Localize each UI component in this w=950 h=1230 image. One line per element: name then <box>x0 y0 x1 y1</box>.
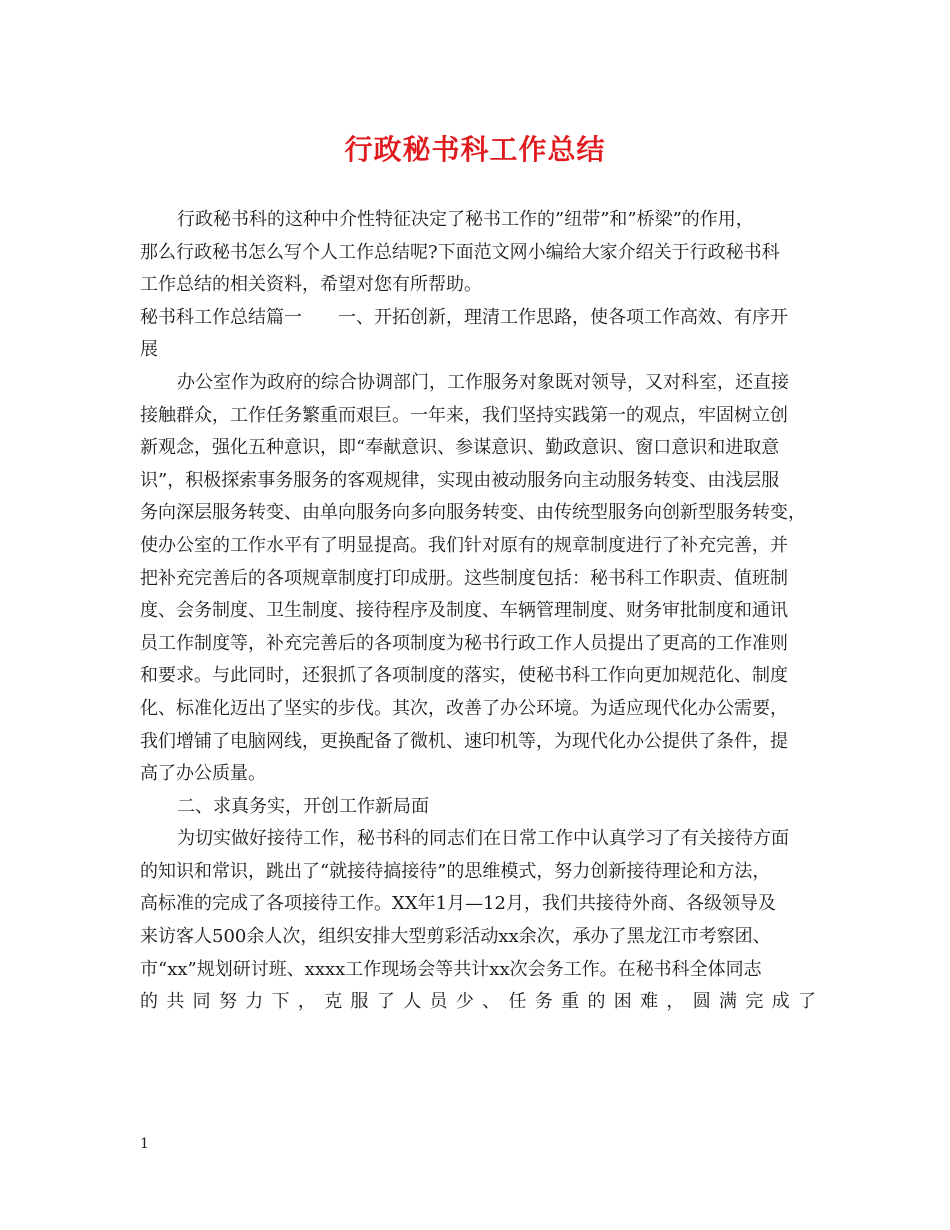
paragraph-line: 办公室作为政府的综合协调部门，工作服务对象既对领导，又对科室，还直接 <box>177 371 789 393</box>
paragraph-line: 使办公室的工作水平有了明显提高。我们针对原有的规章制度进行了补充完善，并 <box>140 534 788 556</box>
paragraph-line: 工作总结的相关资料，希望对您有所帮助。 <box>140 274 482 296</box>
paragraph-line: 市“xx”规划研讨班、xxxx工作现场会等共计xx次会务工作。在秘书科全体同志 <box>140 958 762 980</box>
page-number: 1 <box>140 1136 149 1152</box>
paragraph-line: 高了办公质量。 <box>140 763 266 785</box>
section-heading-line: 展 <box>140 339 158 361</box>
paragraph-line: 我们增铺了电脑网线，更换配备了微机、速印机等，为现代化办公提供了条件，提 <box>140 730 788 752</box>
paragraph-line: 化、标准化迈出了坚实的步伐。其次，改善了办公环境。为适应现代化办公需要， <box>140 697 788 719</box>
paragraph-line: 为切实做好接待工作，秘书科的同志们在日常工作中认真学习了有关接待方面 <box>177 828 789 850</box>
paragraph-line: 新观念，强化五种意识，即“奉献意识、参谋意识、勤政意识、窗口意识和进取意 <box>140 437 780 459</box>
paragraph-line: 务向深层服务转变、由单向服务向多向服务转变、由传统型服务向创新型服务转变， <box>140 502 806 524</box>
paragraph-line: 员工作制度等，补充完善后的各项制度为秘书行政工作人员提出了更高的工作准则 <box>140 632 788 654</box>
paragraph-line: 高标准的完成了各项接待工作。XX年1月—12月，我们共接待外商、各级领导及 <box>140 893 776 915</box>
paragraph-line: 识”，积极探索事务服务的客观规律，实现由被动服务向主动服务转变、由浅层服 <box>140 469 780 491</box>
paragraph-line: 那么行政秘书怎么写个人工作总结呢?下面范文网小编给大家介绍关于行政秘书科 <box>140 241 780 263</box>
paragraph-line: 的共同努力下，克服了人员少、任务重的困难，圆满完成了 <box>140 991 816 1013</box>
document-body <box>140 204 816 1019</box>
paragraph-line: 把补充完善后的各项规章制度打印成册。这些制度包括：秘书科工作职责、值班制 <box>140 567 788 589</box>
page-title: 行政秘书科工作总结 <box>344 133 606 166</box>
paragraph-line: 和要求。与此同时，还狠抓了各项制度的落实，使秘书科工作向更加规范化、制度 <box>140 665 788 687</box>
paragraph-line: 的知识和常识，跳出了“就接待搞接待”的思维模式，努力创新接待理论和方法， <box>140 860 771 882</box>
paragraph-line: 行政秘书科的这种中介性特征决定了秘书工作的”纽带”和”桥梁”的作用， <box>177 209 754 230</box>
paragraph-line: 接触群众，工作任务繁重而艰巨。一年来，我们坚持实践第一的观点，牢固树立创 <box>140 404 788 426</box>
paragraph-line: 度、会务制度、卫生制度、接待程序及制度、车辆管理制度、财务审批制度和通讯 <box>140 600 788 622</box>
section-heading-line: 二、求真务实，开创工作新局面 <box>177 795 429 817</box>
section-heading-line: 秘书科工作总结篇一 一、开拓创新，理清工作思路，使各项工作高效、有序开 <box>140 306 788 328</box>
paragraph-line: 来访客人500余人次，组织安排大型剪彩活动xx余次，承办了黑龙江市考察团、 <box>140 926 771 948</box>
